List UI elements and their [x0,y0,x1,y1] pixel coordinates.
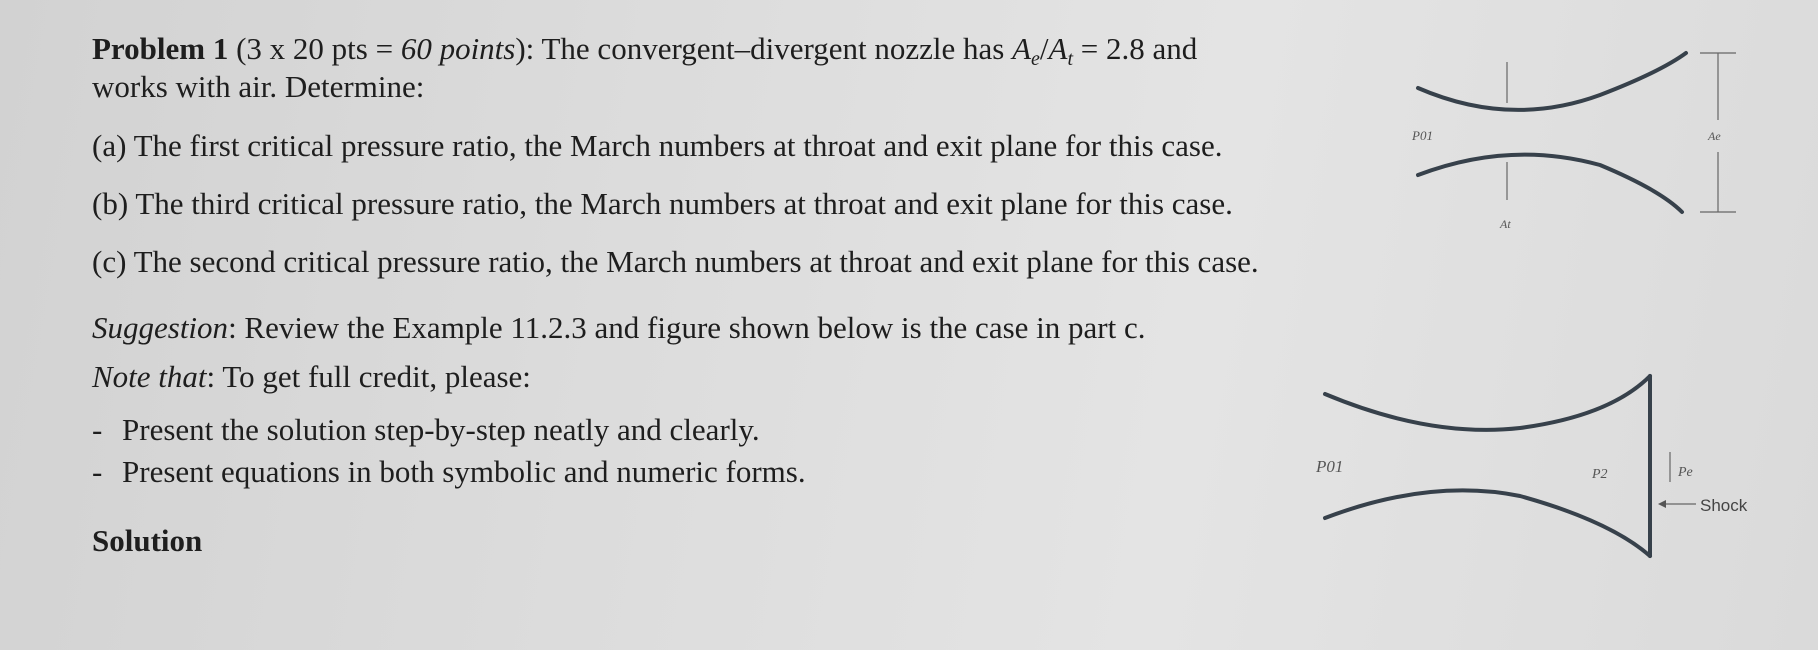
nozzle-lower-wall [1418,155,1682,212]
note-line [92,358,531,396]
nozzle-lower-wall [1325,490,1650,556]
suggestion-line [92,309,1145,347]
part-a: (a) The first critical pressure ratio, the March numbers at throat and exit plane for this case. [92,128,1223,163]
label-ae: Ae [1708,129,1721,143]
label-p01-top: P01 [1412,128,1433,143]
problem-heading: Problem 1 [92,31,229,66]
points-prefix: (3 x 20 pts = [236,31,401,66]
bullet-text: Present the solution step-by-step neatly and clearly. [122,412,760,447]
label-p2: P2 [1592,467,1608,482]
note-text: : To get full credit, please: [206,359,531,394]
nozzle-upper-wall [1418,53,1686,110]
part-c: (c) The second critical pressure ratio, the March numbers at throat and exit plane for this case. [92,244,1259,279]
note-label: Note that [92,359,207,394]
nozzle-upper-wall [1325,376,1650,430]
nozzle-figure-top [1400,40,1740,240]
area-ratio-at: $A_t$ [1048,31,1074,70]
suggestion-text: : Review the Example 11.2.3 and figure shown below is the case in part c. [228,310,1146,345]
label-p01-bottom: P01 [1316,457,1344,476]
area-ratio-slash: / [1039,31,1049,66]
bullet-text: Present equations in both symbolic and numeric forms. [122,454,806,489]
area-ratio-value: = 2.8 and [1073,31,1198,66]
area-ratio-ae: $A_e$ [1012,31,1040,70]
points-italic: 60 points [400,31,516,66]
suggestion-label: Suggestion [92,310,229,345]
label-shock: Shock [1700,496,1748,515]
shock-arrow-head [1658,500,1666,508]
bullet-marker: - [92,454,103,489]
solution-heading: Solution [92,523,203,558]
problem-statement-line2: works with air. Determine: [92,69,425,104]
bullet-item [92,453,806,491]
part-b: (b) The third critical pressure ratio, the March numbers at throat and exit plane for this case. [92,186,1233,221]
points-suffix: ): The convergent–divergent nozzle has [515,31,1013,66]
nozzle-figure-bottom [1310,366,1750,566]
bullet-marker: - [92,412,103,447]
label-at: At [1500,217,1511,231]
bullet-item [92,411,760,449]
label-pe: Pe [1678,465,1693,480]
